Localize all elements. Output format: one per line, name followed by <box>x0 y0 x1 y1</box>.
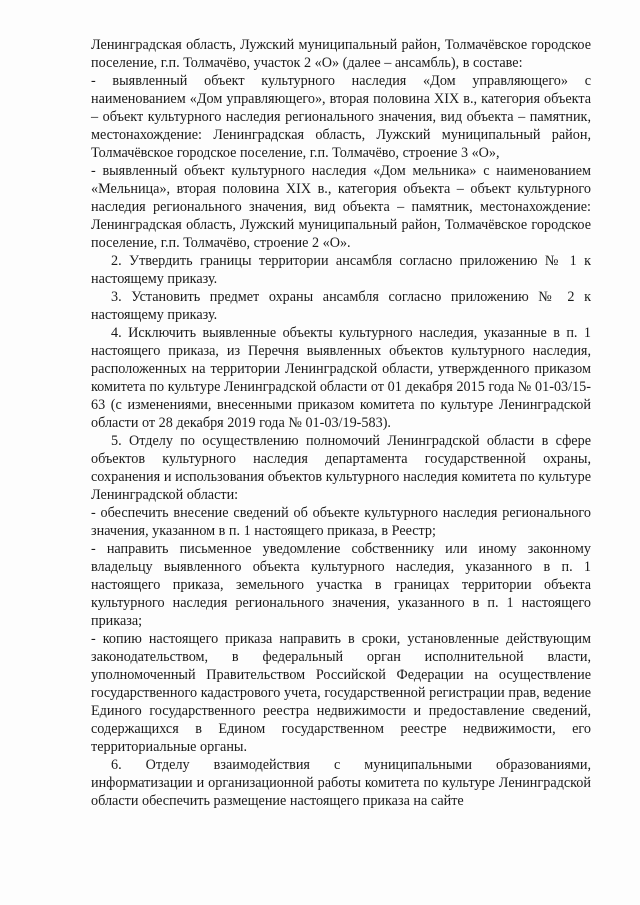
paragraph-item-6: 6. Отделу взаимодействия с муниципальными образованиями, информатизации и организационной работы комитета по культуре Ленинградской области обеспечить размещение настоящего приказа на сайте <box>91 757 591 809</box>
paragraph-dom-upravlyayushchego: - выявленный объект культурного наследия «Дом управляющего» с наименованием «Дом управляющего», вторая половина XIX в., категория объекта – объект культурного наследия регионального значения, вид объекта – памятник, местонахождение: Ленинградская область, Лужский муниципальный район, Толмачёвское городское поселение, г.п. Толмачёво, строение 3 «О», <box>91 73 591 161</box>
paragraph-item-5-registry: - обеспечить внесение сведений об объекте культурного наследия регионального значения, указанном в п. 1 настоящего приказа, в Реестр; <box>91 505 591 539</box>
document-body <box>91 36 591 810</box>
paragraph-item-2: 2. Утвердить границы территории ансамбля согласно приложению № 1 к настоящему приказу. <box>91 253 591 287</box>
paragraph-item-4: 4. Исключить выявленные объекты культурного наследия, указанные в п. 1 настоящего приказа, из Перечня выявленных объектов культурного наследия, расположенных на территории Ленинградской области, утвержденного приказом комитета по культуре Ленинградской области от 01 декабря 2015 года № 01-03/15-63 (с изменениями, внесенными приказом комитета по культуре Ленинградской области от 28 декабря 2019 года № 01-03/19-583). <box>91 325 591 431</box>
paragraph-dom-melnika: - выявленный объект культурного наследия «Дом мельника» с наименованием «Мельница», вторая половина XIX в., категория объекта – объект культурного наследия регионального значения, вид объекта – памятник, местонахождение: Ленинградская область, Лужский муниципальный район, Толмачёвское городское поселение, г.п. Толмачёво, строение 2 «О». <box>91 163 591 251</box>
paragraph-item-5-copy: - копию настоящего приказа направить в сроки, установленные действующим законодательством, в федеральный орган исполнительной власти, уполномоченный Правительством Российской Федерации на осуществление государственного кадастрового учета, государственной регистрации прав, ведение Единого государственного реестра недвижимости и предоставление сведений, содержащихся в Едином государственном реестре недвижимости, его территориальные органы. <box>91 631 591 755</box>
paragraph-item-5: 5. Отделу по осуществлению полномочий Ленинградской области в сфере объектов культурного наследия департамента государственной охраны, сохранения и использования объектов культурного наследия комитета по культуре Ленинградской области: <box>91 433 591 503</box>
paragraph-item-3: 3. Установить предмет охраны ансамбля согласно приложению № 2 к настоящему приказу. <box>91 289 591 323</box>
paragraph-item-5-notification: - направить письменное уведомление собственнику или иному законному владельцу выявленного объекта культурного наследия, указанного в п. 1 настоящего приказа, земельного участка в границах территории объекта культурного наследия регионального значения, указанного в п. 1 настоящего приказа; <box>91 541 591 629</box>
paragraph-location-intro: Ленинградская область, Лужский муниципальный район, Толмачёвское городское поселение, г.п. Толмачёво, участок 2 «О» (далее – ансамбль), в составе: <box>91 37 591 71</box>
